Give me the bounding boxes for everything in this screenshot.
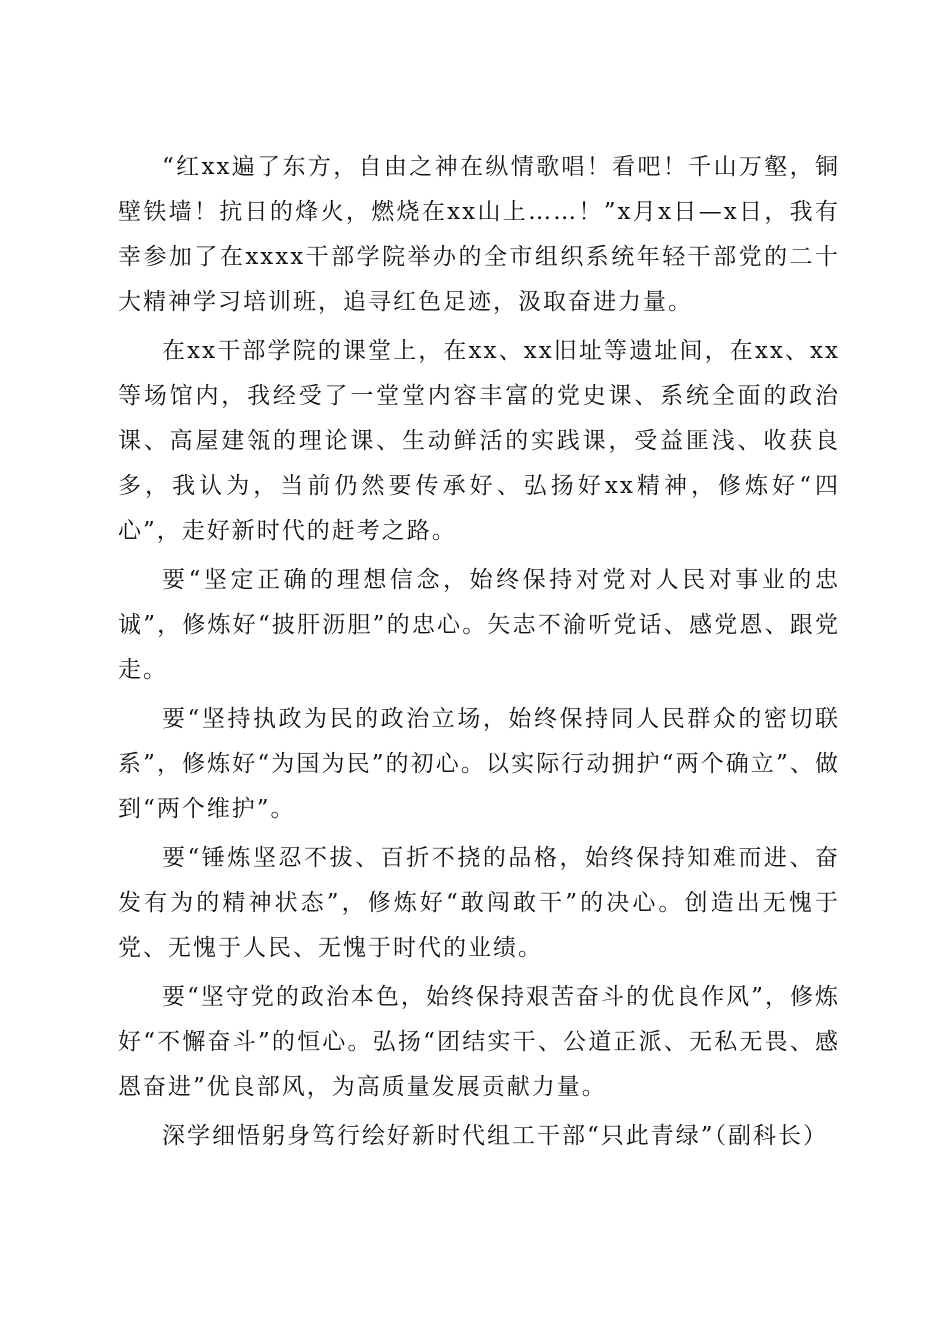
paragraph-original-heart: 要“坚持执政为民的政治立场，始终保持同人民群众的密切联系”，修炼好“为国为民”的初心。以实际行动拥护“两个确立”、做到“两个维护”。	[118, 706, 840, 822]
paragraph-next-article-title: 深学细悟躬身笃行绘好新时代组工干部“只此青绿”（副科长）	[162, 1123, 829, 1149]
paragraph-loyal-heart: 要“坚定正确的理想信念，始终保持对党对人民对事业的忠诚”，修炼好“披肝沥胆”的忠心。矢志不渝听党话、感党恩、跟党走。	[118, 567, 840, 683]
paragraph-opening-quote: “红xx遍了东方，自由之神在纵情歌唱！看吧！千山万壑，铜壁铁墙！抗日的烽火，燃烧在xx山上……！”x月x日—x日，我有幸参加了在xxxx干部学院举办的全市组织系统年轻干部党的二十大精神学习培训班，追寻红色足迹，汲取奋进力量。	[118, 154, 840, 315]
paragraph-determination: 要“锤炼坚忍不拔、百折不挠的品格，始终保持知难而进、奋发有为的精神状态”，修炼好“敢闯敢干”的决心。创造出无愧于党、无愧于人民、无愧于时代的业绩。	[118, 845, 840, 961]
paragraph-perseverance: 要“坚守党的政治本色，始终保持艰苦奋斗的优良作风”，修炼好“不懈奋斗”的恒心。弘扬“团结实干、公道正派、无私无畏、感恩奋进”优良部风，为高质量发展贡献力量。	[118, 984, 840, 1100]
paragraph-training-experience: 在xx干部学院的课堂上，在xx、xx旧址等遗址间，在xx、xx等场馆内，我经受了一堂堂内容丰富的党史课、系统全面的政治课、高屋建瓴的理论课、生动鲜活的实践课，受益匪浅、收获良多，我认为，当前仍然要传承好、弘扬好xx精神，修炼好“四心”，走好新时代的赶考之路。	[118, 338, 840, 544]
document-body	[118, 145, 840, 1163]
